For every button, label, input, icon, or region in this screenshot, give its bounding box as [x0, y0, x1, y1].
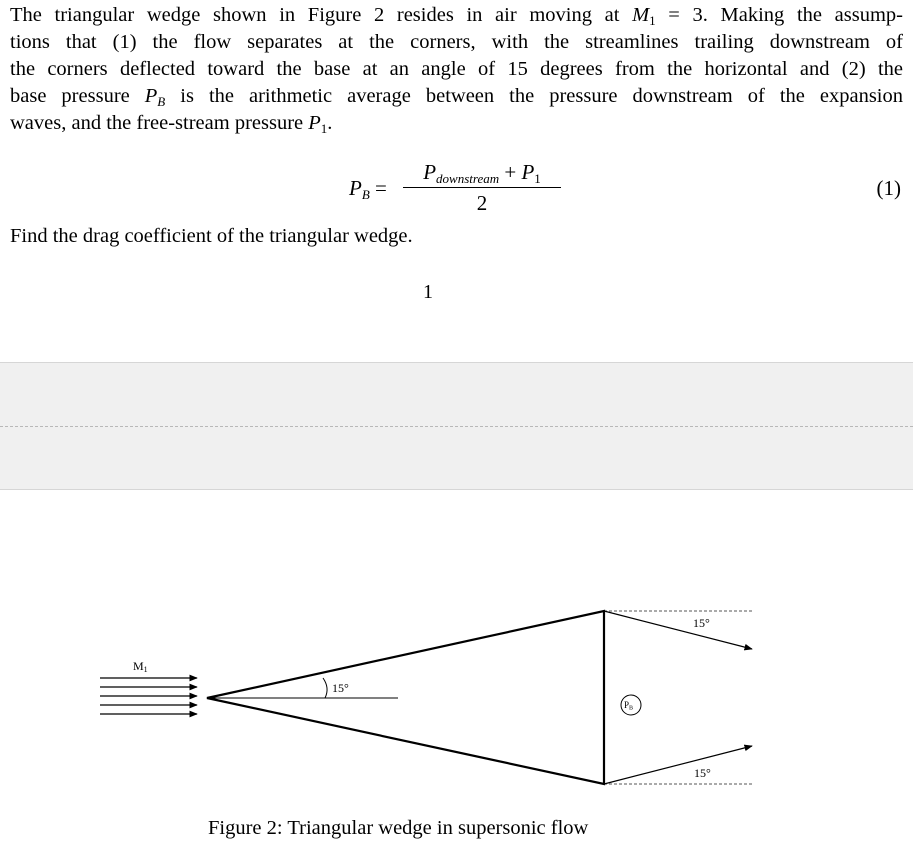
- problem-statement: [10, 2, 903, 137]
- problem-line-4a: base pressure: [10, 85, 145, 107]
- bottom-streamline-line: [604, 746, 752, 784]
- m1-label-symbol: M: [133, 659, 144, 673]
- bottom-streamline: [604, 746, 752, 784]
- top-streamline: [604, 611, 752, 649]
- problem-line-1-end: = 3. Making the assump-: [655, 4, 903, 26]
- numerator-plus: +: [499, 160, 522, 184]
- problem-line-4b: is the arithmetic average between the pressure downstream of the expansion: [165, 85, 903, 107]
- page-number: 1: [423, 281, 433, 303]
- base-pressure-symbol: P: [624, 700, 630, 710]
- equation-lhs: [349, 176, 387, 201]
- freestream-arrows: [100, 678, 197, 714]
- equation-fraction: [403, 160, 561, 216]
- base-pressure-equation: [0, 160, 913, 220]
- question-text: Find the drag coefficient of the triangular wedge.: [10, 225, 413, 247]
- wedge-angle-label: 15°: [332, 681, 349, 695]
- equation-number: (1): [876, 176, 901, 200]
- numerator-p1: P: [521, 160, 535, 184]
- equation-lhs-symbol: P: [349, 176, 362, 200]
- top-angle-label: 15°: [693, 616, 710, 630]
- page-gap-bottom: [0, 427, 913, 490]
- page-gap-top: [0, 362, 913, 427]
- p1-symbol: P: [308, 112, 321, 134]
- wedge-figure: [0, 500, 913, 810]
- top-streamline-line: [604, 611, 752, 649]
- problem-line-1-text: The triangular wedge shown in Figure 2 resides in air moving at: [10, 4, 633, 26]
- numerator-subscript: downstream: [436, 171, 500, 186]
- pb-subscript: B: [157, 94, 166, 109]
- figure-caption: Figure 2: Triangular wedge in supersonic flow: [208, 817, 589, 839]
- equation-numerator: [403, 160, 561, 186]
- numerator-symbol: P: [423, 160, 437, 184]
- pb-symbol: P: [144, 85, 158, 107]
- m1-subscript: 1: [649, 13, 656, 28]
- numerator-p1-subscript: 1: [534, 171, 541, 186]
- m1-label: [133, 659, 148, 674]
- bottom-angle-label: 15°: [694, 766, 711, 780]
- problem-line-1: [10, 2, 903, 29]
- problem-line-2: tions that (1) the flow separates at the corners, with the streamlines trailing downstream of: [10, 31, 903, 53]
- problem-line-5: [10, 110, 903, 137]
- fraction-bar: [403, 187, 561, 188]
- m1-label-subscript: 1: [143, 665, 148, 674]
- equation-equals: =: [369, 176, 387, 200]
- p1-subscript: 1: [320, 121, 328, 136]
- base-pressure-subscript: B: [629, 705, 634, 712]
- equation-lhs-subscript: B: [361, 187, 370, 202]
- problem-line-3: the corners deflected toward the base at an angle of 15 degrees from the horizontal and (2) the: [10, 58, 903, 80]
- wedge-angle-arc: [323, 678, 327, 698]
- equation-denominator: 2: [476, 191, 488, 215]
- problem-line-5a: waves, and the free-stream pressure: [10, 112, 309, 134]
- problem-line-5b: .: [327, 112, 333, 134]
- base-pressure-label: [624, 700, 633, 712]
- problem-line-4: [10, 83, 903, 110]
- m1-symbol: M: [632, 4, 650, 26]
